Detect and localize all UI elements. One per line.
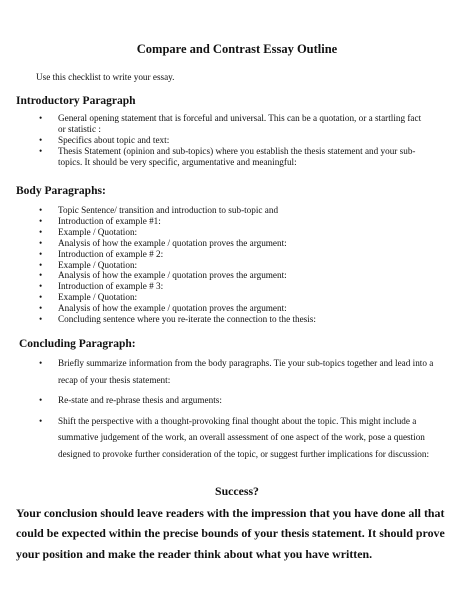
list-item: • Topic Sentence/ transition and introduction to sub-topic and	[39, 205, 439, 216]
list-item: • Analysis of how the example / quotation proves the argument:	[39, 270, 439, 281]
list-item: • Analysis of how the example / quotation proves the argument:	[39, 303, 439, 314]
list-item: • Introduction of example # 3:	[39, 281, 439, 292]
page-title: Compare and Contrast Essay Outline	[136, 42, 338, 56]
list-item: • Introduction of example #1:	[39, 216, 439, 227]
list-item: • Analysis of how the example / quotation proves the argument:	[39, 238, 439, 249]
list-item: • Example / Quotation:	[39, 227, 439, 238]
final-statement: Your conclusion should leave readers with the impression that you have done all that could be expected within the precise bounds of your thesis statement. It should prove your position and make the reader think about what you have written.	[16, 506, 445, 561]
success-heading: Success?	[215, 484, 259, 498]
concluding-list	[39, 355, 439, 463]
list-item: • Shift the perspective with a thought-provoking final thought about the topic. This might include a summative judgement of the work, an overall assessment of one aspect of the work, pose a question designed to provoke further consideration of the topic, or suggest further implications for discussion:	[39, 413, 439, 463]
list-item: • General opening statement that is forceful and universal. This can be a quotation, or a startling fact or statistic :	[39, 113, 424, 135]
list-item: • Re-state and re-phrase thesis and arguments:	[39, 392, 439, 409]
introductory-list	[39, 113, 424, 168]
list-item: • Concluding sentence where you re-iterate the connection to the thesis:	[39, 314, 439, 325]
body-list	[39, 205, 439, 325]
list-item: • Example / Quotation:	[39, 260, 439, 271]
list-item: • Introduction of example # 2:	[39, 249, 439, 260]
list-item: • Briefly summarize information from the body paragraphs. Tie your sub-topics together and lead into a recap of your thesis statement:	[39, 355, 439, 388]
section-heading-concluding: Concluding Paragraph:	[19, 338, 136, 350]
list-item: • Thesis Statement (opinion and sub-topics) where you establish the thesis statement and your sub-topics. It should be very specific, argumentative and meaningful:	[39, 146, 424, 168]
intro-text: Use this checklist to write your essay.	[36, 72, 175, 82]
list-item: • Example / Quotation:	[39, 292, 439, 303]
section-heading-introductory: Introductory Paragraph	[16, 95, 136, 107]
section-heading-body: Body Paragraphs:	[16, 185, 106, 197]
list-item: • Specifics about topic and text:	[39, 135, 424, 146]
